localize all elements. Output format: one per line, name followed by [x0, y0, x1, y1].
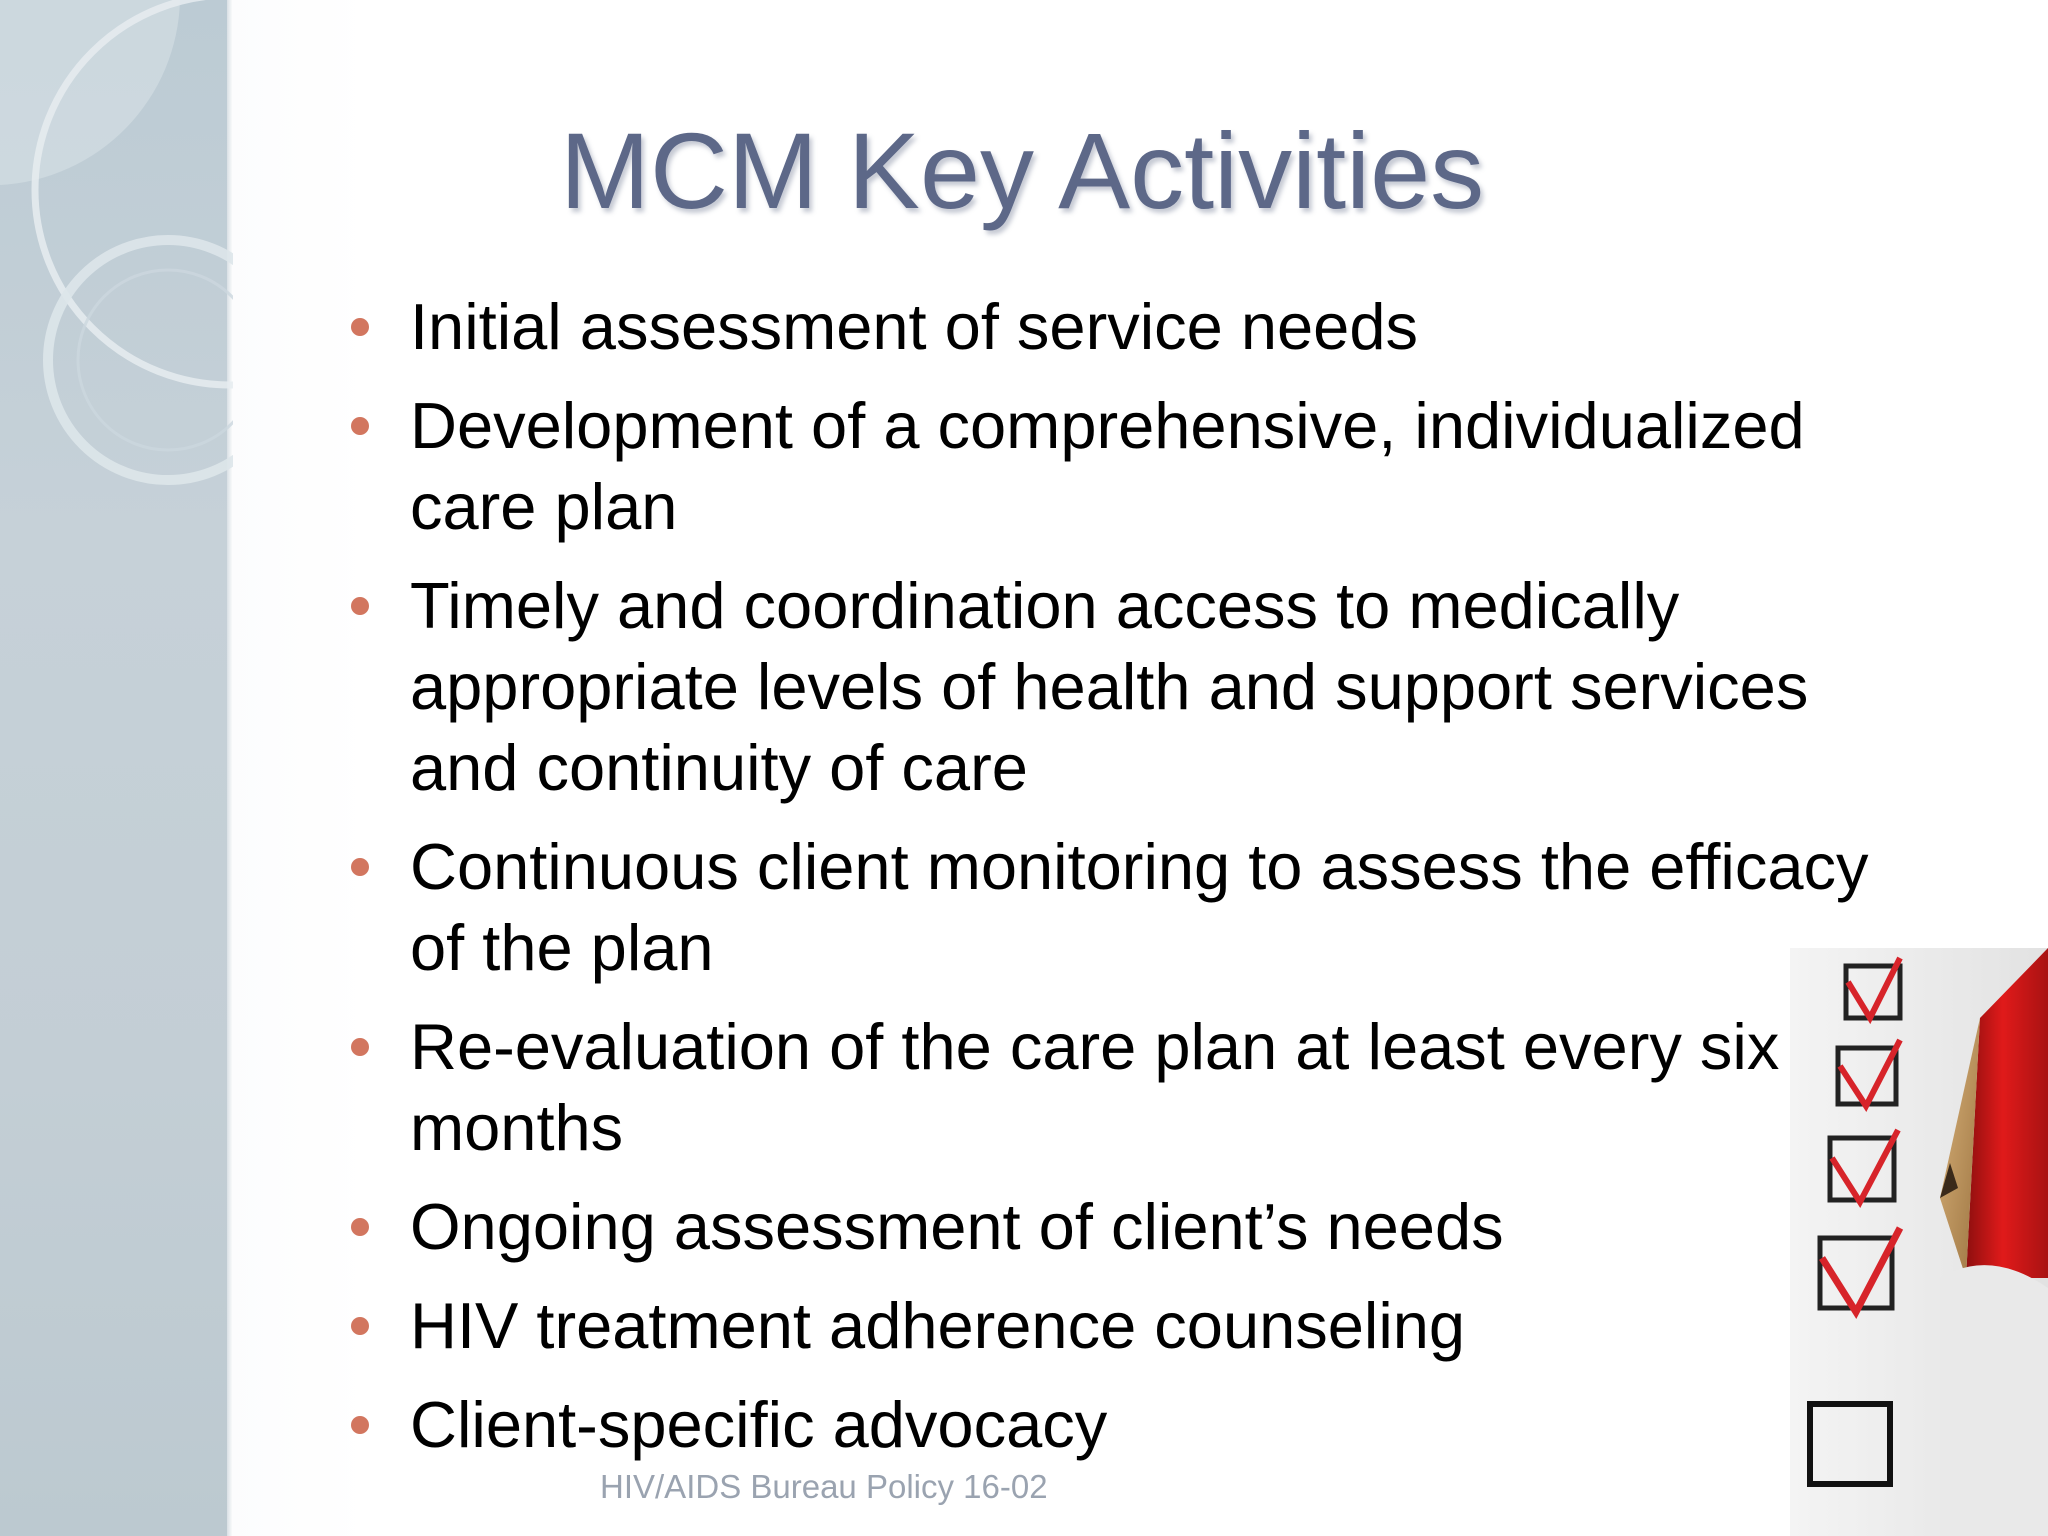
- slide-title: MCM Key Activities: [560, 110, 1485, 231]
- bullet-text: Initial assessment of service needs: [410, 290, 1418, 363]
- bullet-dot-icon: [351, 1317, 369, 1335]
- bullet-text: Re-evaluation of the care plan at least every six months: [410, 1010, 1780, 1164]
- bullet-dot-icon: [351, 597, 369, 615]
- decorative-circles: [0, 0, 233, 520]
- bullet-text: Development of a comprehensive, individualized care plan: [410, 389, 1805, 543]
- bullet-text: Timely and coordination access to medically appropriate levels of health and support services and continuity of care: [410, 569, 1809, 804]
- bullet-item: [346, 286, 1906, 367]
- bullet-dot-icon: [351, 1218, 369, 1236]
- bullet-item: [346, 565, 1906, 808]
- bullet-item: [346, 385, 1906, 547]
- bullet-text: Client-specific advocacy: [410, 1388, 1108, 1461]
- bullet-item: [346, 1186, 1906, 1267]
- bullet-dot-icon: [351, 1416, 369, 1434]
- bullet-dot-icon: [351, 318, 369, 336]
- bullet-dot-icon: [351, 858, 369, 876]
- bullet-item: [346, 1285, 1906, 1366]
- bullet-dot-icon: [351, 1038, 369, 1056]
- bullet-dot-icon: [351, 417, 369, 435]
- checklist-pencil-image: [1790, 948, 2048, 1536]
- bullet-text: HIV treatment adherence counseling: [410, 1289, 1466, 1362]
- footer-source: HIV/AIDS Bureau Policy 16-02: [600, 1468, 1048, 1505]
- bullet-text: Ongoing assessment of client’s needs: [410, 1190, 1504, 1263]
- bullet-list: [346, 286, 1906, 1483]
- bullet-item: [346, 1384, 1906, 1465]
- bullet-item: [346, 1006, 1906, 1168]
- bullet-item: [346, 826, 1906, 988]
- bullet-text: Continuous client monitoring to assess the efficacy of the plan: [410, 830, 1869, 984]
